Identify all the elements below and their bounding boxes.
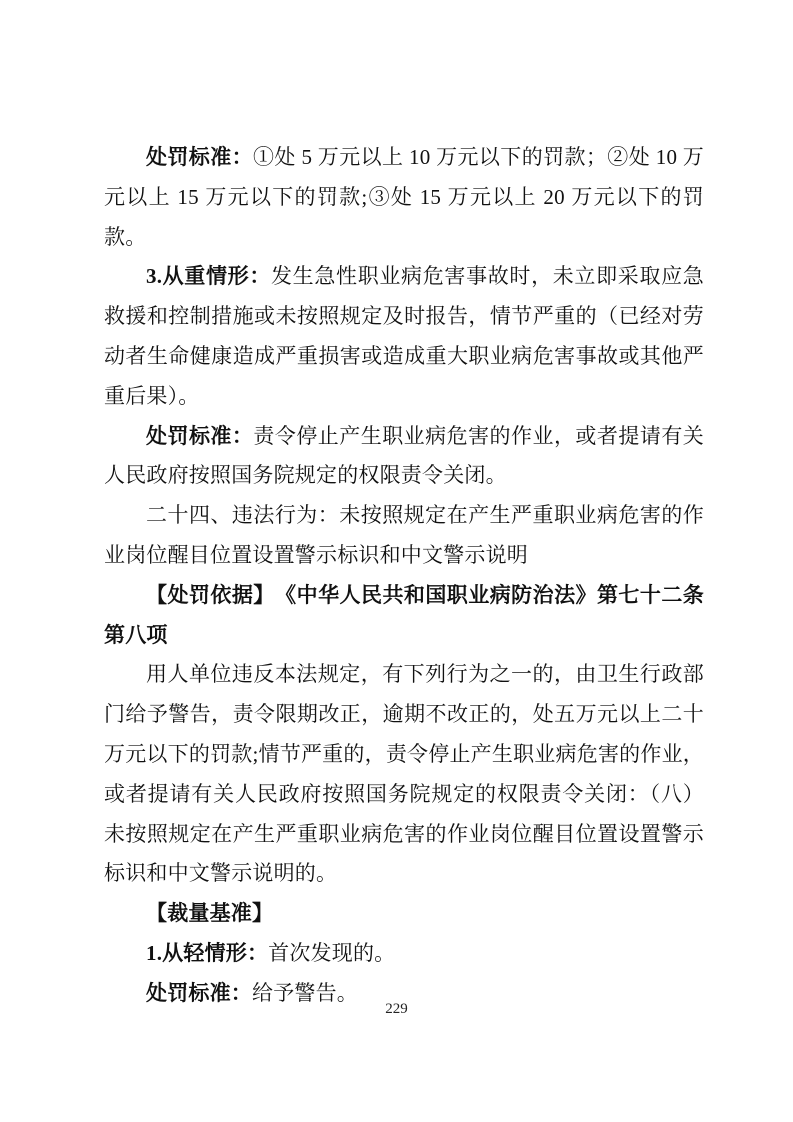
run-heading: 处罚标准： [146,145,253,169]
paragraph-aggravating-circumstance [104,257,704,416]
paragraph-penalty-basis [104,576,704,656]
page-footer [0,999,793,1019]
run-text: 责令停止产生职业病危害的作业，或者提请有关人民政府按照国务院规定的权限责令关闭。 [104,423,704,488]
run-heading: 1.从轻情形： [146,940,269,965]
paragraph-violation-24 [104,496,704,576]
paragraph-law-excerpt [104,655,704,894]
document-body [104,138,704,1014]
run-text: 给予警告。 [252,980,358,1005]
run-text: 二十四、违法行为：未按照规定在产生严重职业病危害的作业岗位醒目位置设置警示标识和中文警示说明 [104,503,704,567]
paragraph-penalty-standard-shutdown [104,417,704,497]
run-heading: 【裁量基准】 [146,901,274,926]
run-text: 发生急性职业病危害事故时，未立即采取应急救援和控制措施或未按照规定及时报告，情节严重的（已经对劳动者生命健康造成严重损害或造成重大职业病危害事故或其他严重后果）。 [104,264,704,408]
paragraph-discretion-benchmark-heading [104,894,704,934]
paragraph-lenient-circumstance [104,934,704,974]
run-text: 首次发现的。 [268,940,396,965]
run-text: ①处 5 万元以上 10 万元以下的罚款；②处 10 万元以上 15 万元以下的罚款;③处 15 万元以上 20 万元以下的罚款。 [104,145,704,249]
run-heading: 处罚标准： [146,980,252,1005]
run-text: 用人单位违反本法规定，有下列行为之一的，由卫生行政部门给予警告，责令限期改正，逾期不改正的，处五万元以上二十万元以下的罚款;情节严重的，责令停止产生职业病危害的作业，或者提请有关人民政府按照国务院规定的权限责令关闭：（八）未按照规定在产生严重职业病危害的作业岗位醒目位置设置警示标识和中文警示说明的。 [104,662,704,886]
paragraph-penalty-standard-fines [104,138,704,257]
page-number: 229 [385,1001,408,1017]
run-heading: 处罚标准： [146,423,254,448]
run-heading: 3.从重情形： [146,264,271,289]
run-heading: 【处罚依据】 《中华人民共和国职业病防治法》第七十二条第八项 [104,582,704,647]
